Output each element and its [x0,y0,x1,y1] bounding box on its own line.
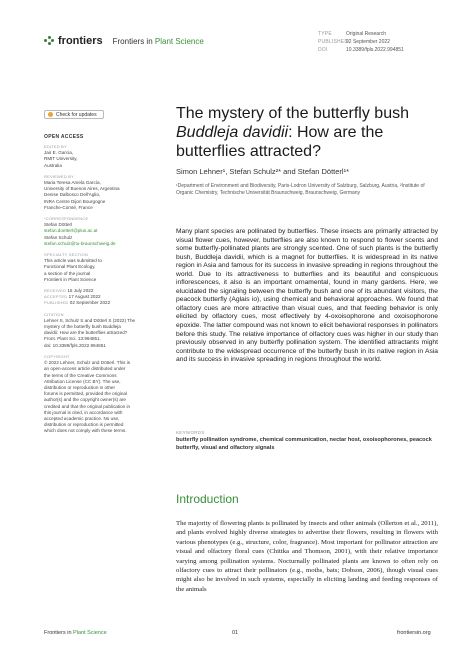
dates-section: RECEIVED 15 July 2022 ACCEPTED 17 August 2022 PUBLISHED 02 September 2022 [44,288,111,306]
affiliations: ¹Department of Environment and Biodiversity, Paris-Lodron University of Salzburg, Salzburg, Austria, ²Institute of Organic Chemistry, Technische Universität Braunschweig, Braunschweig, Germany [176,183,425,196]
journal-logo[interactable] [44,35,204,47]
keywords: butterfly pollination syndrome, chemical communication, nectar host, oxoisophorones, peacock butterfly, visual and olfactory signals [176,437,432,451]
correspondence-section: *CORRESPONDENCE Stefan Dötterl stefan.doetterl@plus.ac.at Stefan Schulz stefan.schulz@tu-braunschweig.de [44,216,154,247]
brand-name: frontiers [58,35,103,47]
doi-link[interactable]: 10.3389/fpls.2022.994851 [346,47,404,53]
introduction-heading: Introduction [176,492,239,506]
page-number: 01 [232,630,239,636]
check-for-updates-button[interactable]: Check for updates [44,110,104,119]
footer-journal: Frontiers in Plant Science [44,630,107,636]
published-date: 02 September 2022 [346,39,390,45]
specialty-section: SPECIALTY SECTION This article was submitted to Functional Plant Ecology, a section of the journal Frontiers in Plant Science [44,252,102,282]
keywords-label: KEYWORDS [176,430,205,435]
sidebar-info [44,144,154,440]
reviewed-by-section: REVIEWED BY Maria Teresa Amela García, University of Buenos Aires, Argentina Denise Dalbosco Dell'Aglio, INRA Centre Dijon Bourgogne Franche-Comté, France [44,173,120,210]
footer-website-link[interactable]: frontiersin.org [397,630,431,636]
article-type: Original Research [346,31,387,37]
update-icon [48,112,53,117]
edited-by-section: EDITED BY Jair E. Garcia, RMIT University, Australia [44,144,78,168]
email-link-schulz[interactable]: stefan.schulz@tu-braunschweig.de [44,240,116,246]
journal-title: Frontiers in Plant Science [112,36,204,46]
article-title: The mystery of the butterfly bush Buddleja davidii: How are the butterflies attracted? [176,105,409,160]
citation-section: CITATION Lehner S, Schulz S and Dötterl S (2022) The mystery of the butterfly bush Buddleja davidii: How are the butterflies attracted? Front. Plant Sci. 13:994851. doi: 10.3389/fpls.2022.994851 [44,311,136,348]
open-access-label: OPEN ACCESS [44,134,84,140]
frontiers-logo-icon [44,36,54,46]
copyright-section: COPYRIGHT © 2022 Lehner, Schulz and Dötterl. This is an open-access article distributed under the terms of the Creative Commons Attribution License (CC BY). The use, distribution or reproduction in other forums is permitted, provided the original author(s) and the copyright owner(s) are credited and that the original publication in this journal is cited, in accordance with accepted academic practice. No use, distribution or reproduction is permitted which does not comply with these terms. [44,353,131,434]
article-meta: TYPE Original Research PUBLISHED02 September 2022 DOI 10.3389/fpls.2022.994851 [318,31,404,53]
abstract: Many plant species are pollinated by butterflies. These insects are primarily attracted by visual flower cues, however, butterflies are also known to respond to flower scents and some butterfly-pollinated plants are strongly scented. One of such plants is the butterfly bush, Buddleja davidii, which is a magnet for butterflies. It is widespread in its native region in Asia and famous for its success in invasive spreading in regions throughout the world. Due to its attractiveness to butterflies and its beautiful and conspicuous inflorescences, it also is an important ornamental, found in many gardens. Here, we elucidated the signaling between the butterfly bush and one of its abundant visitors, the peacock butterfly (Aglais io), using chemical and behavioral approaches. We found that olfactory cues are more attractive than visual cues, and that feeding behavior is only elicited by olfactory cues, most effectively by 4-oxoisophorone and oxoisophorone epoxide. The latter compound was not known to elicit behavioral responses in pollinators before this study. The relative importance of olfactory cues was higher in our study than previously observed in any butterfly pollination system. The identified attractants might contribute to the widespread occurrence of the butterfly bush in its native region in Asia and its success in invasive spreading in regions throughout the world. [176,228,438,364]
email-link-doetterl[interactable]: stefan.doetterl@plus.ac.at [44,228,98,234]
introduction-paragraph: The majority of flowering plants is pollinated by insects and other animals (Ollerton et al., 2011), and plants evolved highly diverse strategies to advertise their flowers, resulting in flowers with various phenotypes (e.g., structure, color, fragrance). Most important for pollinator attraction are visual and olfactory floral cues (Chittka and Thomson, 2001), with their relative importance varying among pollination systems. Nocturnally pollinated plants are known to often rely on olfactory cues to attract their pollinators (e.g., moths, bats; Dobson, 2006), though visual cues might also be involved in such systems, especially in eliciting landing and feeding responses of the animals [176,520,438,593]
author-list: Simon Lehner¹, Stefan Schulz²* and Stefan Dötterl¹* [176,167,350,176]
